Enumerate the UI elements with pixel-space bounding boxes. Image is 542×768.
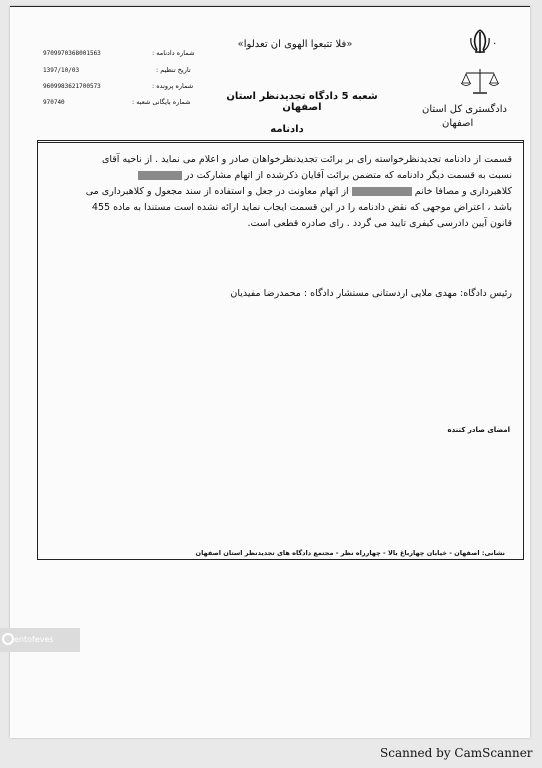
org-province: اصفهان bbox=[442, 118, 474, 129]
top-border bbox=[10, 6, 530, 7]
body-line-2 bbox=[42, 170, 512, 181]
scanner-footer: Scanned by CamScanner bbox=[380, 746, 533, 760]
org-name: دادگستری کل استان bbox=[422, 104, 507, 115]
watermark-logo bbox=[0, 628, 80, 652]
body-line-1: قسمت از دادنامه تجدیدنظرخواسته رای بر برائت تجدیدنظرخواهان صادر و اعلام می نماید . از ناحیه آقای bbox=[101, 154, 512, 165]
meta-label-date: تاریخ تنظیم : bbox=[156, 66, 191, 74]
body-line-3-text-b: از اتهام معاونت در جعل و استفاده از سند مجعول و کلاهبرداری می bbox=[85, 186, 349, 197]
redaction-block bbox=[352, 187, 412, 196]
meta-label-verdict-number: شماره دادنامه : bbox=[152, 49, 195, 57]
justice-scale-icon bbox=[461, 66, 499, 96]
body-line-2-text: نسبت به قسمت دیگر دادنامه که متضمن برائت آقایان ذکرشده از اتهام مشارکت در bbox=[184, 170, 512, 181]
body-line-3 bbox=[42, 186, 512, 197]
meta-label-case-number: شماره پرونده : bbox=[152, 82, 194, 90]
meta-label-archive-number: شماره بایگانی شعبه : bbox=[132, 98, 191, 106]
page-marker: ٠ bbox=[492, 38, 498, 49]
issuer-signature-label: امضای صادر کننده bbox=[447, 426, 510, 434]
body-line-5: قانون آیین دادرسی کیفری تایید می گردد . رای صادره قطعی است. bbox=[247, 218, 512, 229]
watermark-text: entofeves bbox=[14, 635, 54, 644]
meta-value-archive-number: 970740 bbox=[43, 99, 65, 106]
body-line-4: باشد ، اعتراض موجهی که نقض دادنامه را در این قسمت ایجاب نماید ارائه نشده است مستندا به ماده 455 bbox=[91, 202, 512, 213]
judge-signers: رئیس دادگاه: مهدی ملایی اردستانی مستشار دادگاه : محمدرضا مفیدیان bbox=[230, 288, 512, 299]
watermark-icon bbox=[2, 633, 14, 645]
court-address: نشانی: اصفهان - خیابان چهارباغ بالا - چهارراه نظر - مجتمع دادگاه های تجدیدنظر استان اصفهان bbox=[195, 549, 505, 557]
document-title: دادنامه bbox=[270, 124, 304, 135]
court-branch: شعبه 5 دادگاه تجدیدنظر استان اصفهان bbox=[226, 91, 378, 113]
meta-value-verdict-number: 9709970368001563 bbox=[43, 50, 101, 57]
quran-verse: «فلا تتبعوا الهوی ان تعدلوا» bbox=[237, 39, 353, 50]
meta-value-date: 1397/10/03 bbox=[43, 67, 80, 74]
body-line-3-text-a: کلاهبرداری و مصافا خانم bbox=[414, 186, 512, 197]
document-sheet bbox=[10, 6, 530, 738]
redaction-block bbox=[138, 171, 182, 180]
iran-emblem-icon bbox=[465, 28, 498, 56]
meta-value-case-number: 9609983621700573 bbox=[43, 83, 101, 90]
